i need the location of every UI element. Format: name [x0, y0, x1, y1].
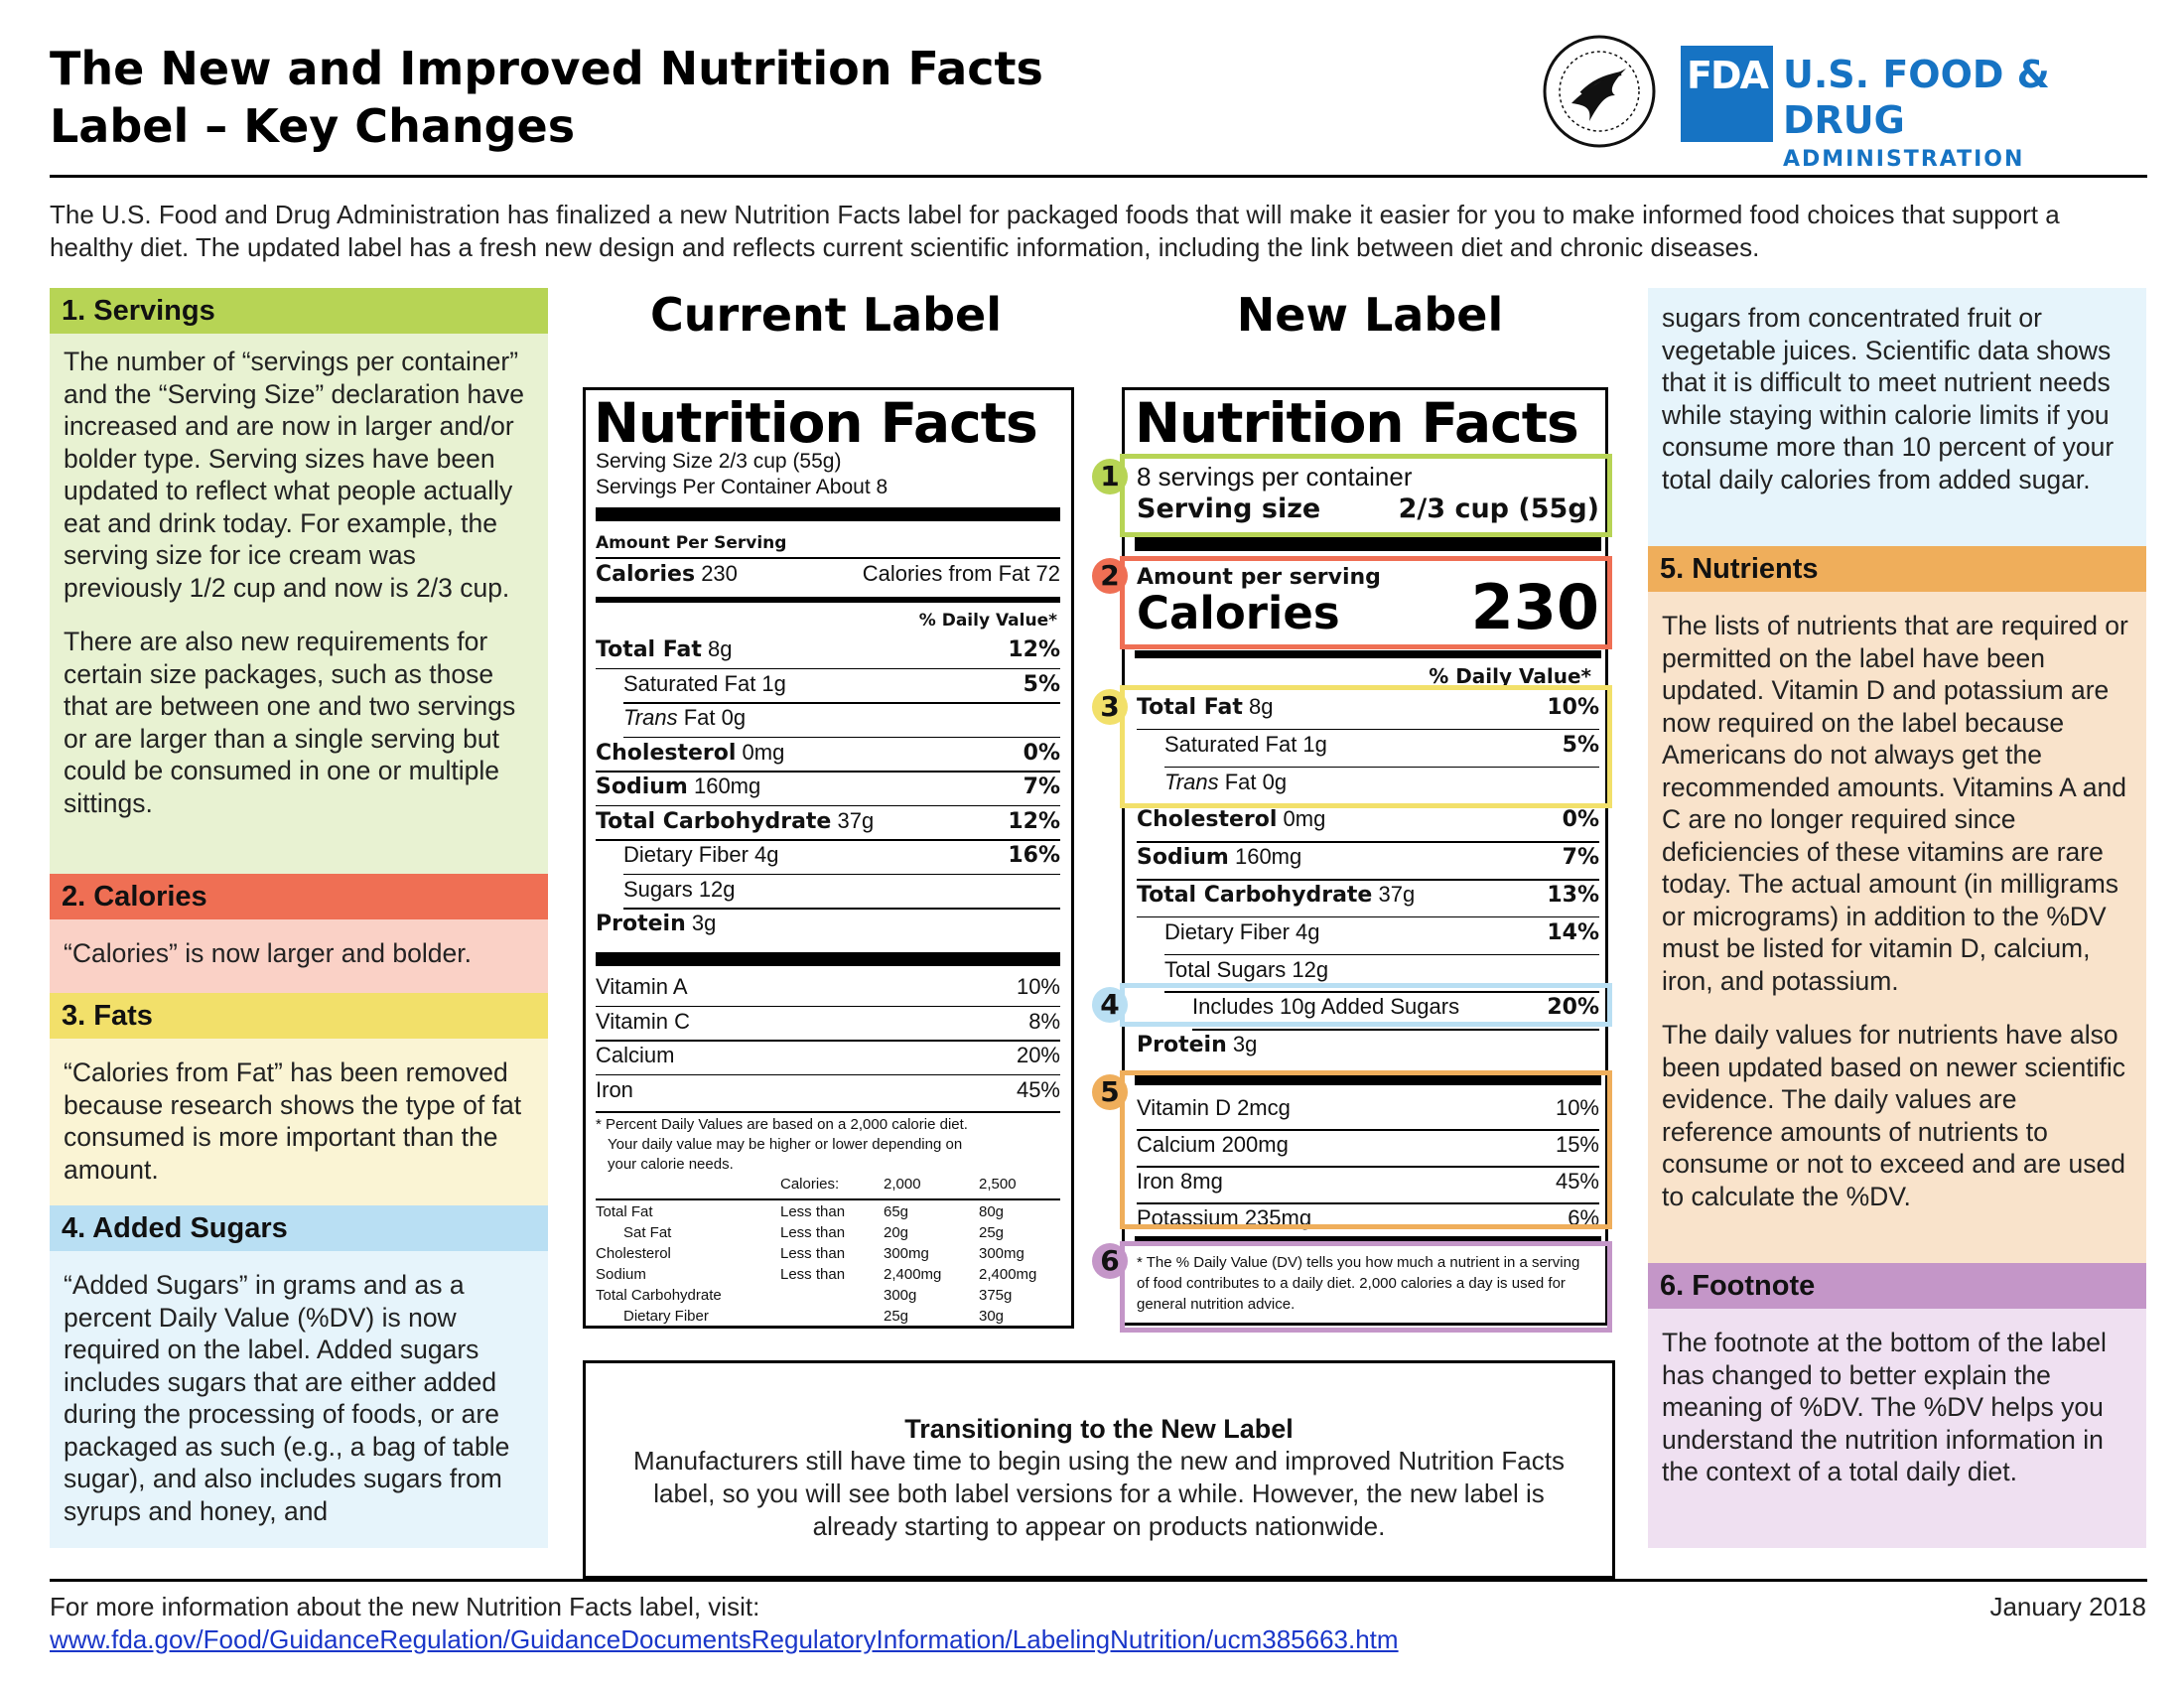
new-nutrient-row: [1137, 882, 1599, 908]
calories-body: [50, 919, 548, 993]
agency-line-1: U.S. FOOD & DRUG: [1783, 53, 2050, 142]
new-footnote: * The % Daily Value (DV) tells you how much a nutrient in a serving of food contributes to a daily diet. 2,000 calories a day is used for general nutrition advice.: [1137, 1254, 1580, 1313]
divider: [1137, 879, 1599, 881]
current-table-cell: Sodium: [596, 1266, 646, 1283]
calories-paragraph: “Calories” is now larger and bolder.: [64, 938, 472, 968]
current-table-cell: 30g: [979, 1308, 1005, 1325]
current-nutrient-row-amount: 3g: [691, 911, 717, 935]
new-nutrient-row-label-text: Total Sugars 12g: [1164, 956, 1329, 982]
new-nutrient-row-label: [1137, 882, 1415, 908]
new-vitamin-row-dv: 15%: [1555, 1132, 1599, 1157]
current-table-cell: 300g: [884, 1287, 917, 1304]
new-serving-size-label: Serving size: [1137, 493, 1321, 524]
current-table-row: [586, 1307, 1062, 1327]
current-footnote: [596, 1115, 1062, 1175]
current-vitamin-row-dv: 45%: [1016, 1076, 1060, 1102]
current-table-header-cell: 2,500: [979, 1176, 1017, 1193]
divider: [596, 771, 1060, 773]
divider-thick: [1135, 535, 1601, 551]
current-nutrient-row-amount: 160mg: [693, 774, 761, 798]
current-footnote-line-3: your calorie needs.: [608, 1156, 734, 1173]
new-calories-value: 230: [1470, 571, 1599, 643]
divider: [623, 737, 1060, 739]
current-table-cell: Less than: [780, 1203, 846, 1220]
current-table-cell: 80g: [979, 1203, 1005, 1220]
current-nutrient-row-label: [596, 705, 746, 731]
current-table-header-cell: 2,000: [884, 1176, 921, 1193]
current-nutrient-row-label-bold: Cholesterol: [596, 740, 737, 766]
current-nutrient-row-dv: 12%: [1008, 637, 1060, 662]
callout-marker-6: 6: [1092, 1243, 1128, 1279]
new-nutrient-row-dv: 20%: [1547, 995, 1599, 1021]
new-nutrient-row: [1137, 957, 1599, 983]
nutrients-body: [1648, 592, 2146, 1263]
divider-thick: [596, 952, 1060, 966]
divider-thick: [596, 507, 1060, 521]
current-nutrient-row: [596, 705, 1060, 731]
current-footnote-line-2: Your daily value may be higher or lower depending on: [608, 1136, 963, 1153]
new-nutrient-row-label-text: Includes 10g Added Sugars: [1192, 994, 1460, 1020]
new-nutrient-row-label: [1137, 844, 1301, 870]
divider: [623, 702, 1060, 704]
current-vitamin-row-dv: 8%: [1028, 1008, 1060, 1034]
highlight-nutrients: [1120, 1070, 1612, 1229]
current-vitamin-row-dv: 10%: [1016, 974, 1060, 999]
new-vitamin-row-label: Calcium 200mg: [1137, 1132, 1289, 1157]
divider: [1137, 841, 1599, 843]
added-sugars-body: [50, 1251, 548, 1548]
current-label: [583, 387, 1074, 1329]
current-nutrient-row-label: [596, 877, 736, 903]
new-nutrient-row-amount: 37g: [1378, 882, 1416, 907]
added-sugars-heading: 4. Added Sugars: [50, 1205, 548, 1251]
current-table-cell: 25g: [884, 1308, 909, 1325]
header-rule: [50, 175, 2147, 178]
intro-text: The U.S. Food and Drug Administration has finalized a new Nutrition Facts label for packaged foods that will make it easier for you to make informed food choices that support a healthy diet. The updated label has a fresh new design and reflects current scientific information, including the link between diet and chronic diseases.: [50, 200, 2060, 262]
servings-body: [50, 334, 548, 874]
current-calories-row: [596, 561, 1060, 587]
current-nutrient-row: [596, 774, 1060, 799]
current-table-cell: 2,400mg: [979, 1266, 1037, 1283]
new-nutrient-row: [1137, 919, 1599, 945]
footnote-body: [1648, 1309, 2146, 1548]
footnote-heading: 6. Footnote: [1648, 1263, 2146, 1309]
current-table-cell: Total Fat: [596, 1203, 653, 1220]
current-nutrient-row: [596, 740, 1060, 766]
transition-box: [583, 1360, 1615, 1579]
new-vitamin-row-dv: 45%: [1555, 1169, 1599, 1194]
new-nutrient-row-label-bold: Cholesterol: [1137, 807, 1278, 833]
current-calories-from-fat: Calories from Fat 72: [862, 561, 1060, 586]
new-label-heading: Nutrition Facts: [1135, 391, 1578, 455]
current-table-header: [586, 1175, 1062, 1195]
transition-body: Manufacturers still have time to begin using the new and improved Nutrition Facts label, so you will see both label versions for a while. However, the new label is already starting to appear on products nationwide.: [633, 1446, 1565, 1541]
current-nutrient-row-dv: 0%: [1023, 740, 1060, 766]
current-nutrient-row: [596, 808, 1060, 834]
added-sugars-paragraph-2: sugars from concentrated fruit or vegetable juices. Scientific data shows that it is difficult to meet nutrient needs while staying within calorie limits if you consume more than 10 percent of your total daily calories from added sugar.: [1662, 303, 2115, 494]
section-calories: [50, 874, 548, 993]
new-nutrient-row-dv: 0%: [1562, 807, 1599, 833]
fats-heading: 3. Fats: [50, 993, 548, 1039]
current-vitamin-row: [596, 1009, 1060, 1035]
current-nutrient-row-label-text: Fat 0g: [683, 705, 747, 730]
new-nutrient-row-amount: 160mg: [1234, 844, 1302, 870]
divider: [623, 874, 1060, 876]
section-servings: [50, 288, 548, 874]
agency-name: [1783, 52, 2150, 177]
current-nutrient-row-label-italic: Trans: [623, 705, 678, 730]
current-table-row: [586, 1244, 1062, 1264]
new-nutrient-row-label: [1137, 919, 1320, 945]
divider: [596, 668, 1060, 670]
divider-medium: [1135, 650, 1601, 658]
current-nutrient-row-label-text: Sugars 12g: [623, 876, 736, 902]
current-nutrient-row-label-text: Saturated Fat 1g: [623, 670, 786, 696]
current-nutrient-row-label-bold: Protein: [596, 912, 686, 936]
new-nutrient-row-label-bold: Protein: [1137, 1033, 1227, 1058]
highlight-fats: [1120, 685, 1612, 808]
current-nutrient-row-label-text: Dietary Fiber 4g: [623, 842, 779, 867]
new-serving-size-value: 2/3 cup (55g): [1398, 493, 1599, 524]
current-servings-per-container: Servings Per Container About 8: [596, 476, 888, 498]
current-table-cell: 2,400mg: [884, 1266, 942, 1283]
current-table-header-cell: Calories:: [780, 1176, 840, 1193]
divider: [596, 839, 1060, 841]
current-table-cell: Cholesterol: [596, 1245, 671, 1262]
current-table-cell: 65g: [884, 1203, 909, 1220]
new-vitamin-row-label: Vitamin D 2mcg: [1137, 1095, 1291, 1120]
nutrients-paragraph-1: The lists of nutrients that are required or permitted on the label have been updated. Vitamin D and potassium are now required on the label because Americans do not always get the recommended amounts. Vitamins A and C are no longer required since deficiencies of these vitamins are rare today. The actual amount (in milligrams or micrograms) in addition to the %DV must be listed for vitamin D, calcium, iron, and potassium.: [1662, 611, 2128, 996]
divider: [596, 1074, 1060, 1076]
current-table-cell: 300mg: [884, 1245, 929, 1262]
new-nutrient-row-label-italic: Trans: [1164, 769, 1219, 794]
current-nutrient-row-dv: 7%: [1023, 774, 1060, 799]
servings-paragraph-1: The number of “servings per container” and the “Serving Size” declaration have increased and are now in larger and/or bolder type. Serving sizes have been updated to reflect what people actually eat and drink today. For example, the serving size for ice cream was previously 1/2 cup and now is 2/3 cup.: [64, 347, 525, 603]
new-nutrient-row-label: [1137, 1032, 1257, 1057]
new-nutrient-row: [1137, 844, 1599, 870]
new-label-title: New Label: [1236, 288, 1504, 342]
current-nutrient-row-label: [596, 808, 874, 834]
current-vitamin-row: [596, 1077, 1060, 1103]
current-nutrient-row-label: [596, 740, 784, 766]
footnote-paragraph: The footnote at the bottom of the label has changed to better explain the meaning of %DV. The %DV helps you understand the nutrition information in the context of a total daily diet.: [1662, 1328, 2107, 1486]
current-label-title: Current Label: [649, 288, 1003, 342]
new-nutrient-row-amount: 3g: [1232, 1032, 1258, 1057]
current-calories-cell: [596, 561, 738, 587]
current-nutrient-row-amount: 8g: [708, 636, 733, 661]
current-table-cell: Less than: [780, 1266, 846, 1283]
nutrients-paragraph-2: The daily values for nutrients have also been updated based on newer scientific evidence. The daily values are reference amounts of nutrients to consume or not to exceed and are used to calculate the %DV.: [1662, 1020, 2126, 1211]
current-vitamin-row-label: Vitamin A: [596, 974, 688, 999]
fats-paragraph: “Calories from Fat” has been removed because research shows the type of fat consumed is more important than the amount.: [64, 1057, 522, 1185]
new-servings-per-container: 8 servings per container: [1137, 462, 1413, 492]
current-nutrient-row-label-bold: Sodium: [596, 774, 688, 799]
new-nutrient-row-label: [1137, 806, 1325, 832]
new-nutrient-row-dv: 5%: [1562, 732, 1599, 758]
current-nutrient-row-amount: 0mg: [742, 739, 785, 765]
section-added-sugars: [50, 1205, 548, 1548]
divider: [596, 805, 1060, 807]
divider: [1192, 1029, 1599, 1031]
current-nutrient-row-label-bold: Total Carbohydrate: [596, 808, 832, 834]
current-vitamin-row-label: Vitamin C: [596, 1008, 690, 1034]
nutrients-heading: 5. Nutrients: [1648, 546, 2146, 592]
current-vitamin-row-label: Iron: [596, 1076, 633, 1102]
new-nutrient-row-dv: 13%: [1547, 883, 1599, 908]
new-nutrient-row-dv: 10%: [1547, 695, 1599, 720]
new-nutrient-row-label-bold: Total Carbohydrate: [1137, 883, 1373, 908]
current-table-cell: Dietary Fiber: [623, 1308, 709, 1325]
divider-medium: [596, 597, 1060, 603]
agency-line-2: ADMINISTRATION: [1783, 147, 2025, 172]
current-calories-value: 230: [701, 561, 738, 586]
callout-marker-3: 3: [1092, 689, 1128, 725]
new-amount-per-serving: Amount per serving: [1137, 565, 1381, 590]
current-nutrient-row: [596, 877, 1060, 903]
new-nutrient-row-label-text: Dietary Fiber 4g: [1164, 918, 1320, 944]
new-nutrient-row: [1137, 1032, 1599, 1057]
section-footnote: [1648, 1263, 2146, 1548]
current-nutrient-row: [596, 636, 1060, 662]
current-table-cell: 375g: [979, 1287, 1013, 1304]
callout-marker-5: 5: [1092, 1074, 1128, 1110]
calories-heading: 2. Calories: [50, 874, 548, 919]
current-vitamin-row: [596, 974, 1060, 1000]
current-table-cell: Sat Fat: [623, 1224, 672, 1241]
current-vitamin-row-dv: 20%: [1016, 1043, 1060, 1067]
new-nutrient-row: [1137, 806, 1599, 832]
footer-more-info: For more information about the new Nutrition Facts label, visit:: [50, 1592, 760, 1621]
divider: [596, 1040, 1060, 1042]
hhs-seal-icon: [1542, 34, 1657, 149]
current-nutrient-row-label: [596, 636, 732, 662]
section-fats: [50, 993, 548, 1205]
current-calories-label: Calories: [596, 562, 696, 587]
divider: [596, 1198, 1060, 1200]
current-serving-size: Serving Size 2/3 cup (55g): [596, 450, 842, 473]
current-table-cell: 20g: [884, 1224, 909, 1241]
servings-paragraph-2: There are also new requirements for certain size packages, such as those that are between one and two servings or are larger than a single serving but could be consumed in one or multiple sittings.: [64, 627, 516, 818]
current-nutrient-row-label-bold: Total Fat: [596, 637, 702, 662]
current-nutrient-row: [596, 842, 1060, 868]
new-nutrient-row-label: [1137, 957, 1328, 983]
current-vitamin-row: [596, 1043, 1060, 1068]
current-nutrient-row-dv: 5%: [1023, 671, 1060, 697]
fats-body: [50, 1039, 548, 1205]
divider: [1137, 916, 1599, 918]
current-nutrient-row: [596, 911, 1060, 936]
new-vitamin-row-label: Iron 8mg: [1137, 1169, 1223, 1194]
current-nutrient-row-amount: 37g: [837, 807, 875, 833]
new-calories-label: Calories: [1137, 587, 1340, 639]
current-nutrient-row-label: [596, 671, 786, 697]
current-dv-header: % Daily Value*: [918, 611, 1057, 631]
current-table-cell: 300mg: [979, 1245, 1024, 1262]
current-table-row: [586, 1223, 1062, 1243]
highlight-footnote: [1120, 1241, 1612, 1333]
highlight-calories: [1120, 556, 1612, 649]
servings-heading: 1. Servings: [50, 288, 548, 334]
footer-link[interactable]: www.fda.gov/Food/GuidanceRegulation/GuidanceDocumentsRegulatoryInformation/LabelingNutrition/ucm385663.htm: [50, 1624, 1399, 1654]
new-nutrient-row-dv: 7%: [1562, 845, 1599, 871]
new-nutrient-row-label-bold: Sodium: [1137, 845, 1229, 871]
new-nutrient-row-dv: 14%: [1547, 919, 1599, 945]
section-nutrients: [1648, 546, 2146, 1263]
current-table-row: [586, 1286, 1062, 1306]
divider: [596, 557, 1060, 559]
fda-badge-text: FDA: [1687, 54, 1767, 97]
fda-badge: [1681, 46, 1773, 142]
page-title: The New and Improved Nutrition Facts Label – Key Changes: [50, 42, 1043, 153]
callout-marker-2: 2: [1092, 558, 1128, 594]
footer-rule: [50, 1579, 2147, 1582]
added-sugars-paragraph-1: “Added Sugars” in grams and as a percent Daily Value (%DV) is now required on the label. Added sugars includes sugars that are either added during the processing of foods, or are packaged as such (e.g., a bag of table sugar), and also includes sugars from syrups and honey, and: [64, 1270, 510, 1526]
new-nutrient-row-label-bold: Total Fat: [1137, 695, 1243, 720]
added-sugars-body-continued: [1648, 288, 2146, 507]
highlight-added-sugars: [1120, 983, 1612, 1027]
current-nutrient-row-label: [596, 842, 779, 868]
current-nutrient-row-dv: 12%: [1008, 808, 1060, 834]
new-dv-header: % Daily Value*: [1429, 664, 1591, 688]
new-nutrient-row-amount: 8g: [1249, 694, 1274, 719]
current-table-cell: Less than: [780, 1224, 846, 1241]
current-table-row: [586, 1265, 1062, 1285]
current-nutrient-row-dv: 16%: [1008, 843, 1060, 868]
current-label-heading: Nutrition Facts: [594, 391, 1037, 455]
current-table-cell: 25g: [979, 1224, 1005, 1241]
new-nutrient-row-label-text: Saturated Fat 1g: [1164, 731, 1327, 757]
callout-marker-1: 1: [1092, 459, 1128, 494]
current-table-cell: Total Carbohydrate: [596, 1287, 722, 1304]
highlight-servings: [1120, 454, 1612, 537]
divider: [1164, 954, 1599, 956]
divider: [623, 908, 1060, 910]
current-vitamin-row-label: Calcium: [596, 1043, 675, 1067]
new-vitamin-row-label: Potassium 235mg: [1137, 1205, 1312, 1230]
current-nutrient-row-label: [596, 774, 760, 799]
divider: [596, 1111, 1060, 1113]
current-nutrient-row-label: [596, 911, 716, 936]
divider: [596, 1006, 1060, 1008]
current-table-cell: Less than: [780, 1245, 846, 1262]
new-nutrient-row-label-text: Fat 0g: [1224, 769, 1288, 794]
callout-marker-4: 4: [1092, 987, 1128, 1023]
new-nutrient-row-amount: 0mg: [1283, 806, 1326, 832]
transition-title: Transitioning to the New Label: [904, 1414, 1294, 1444]
section-added-sugars-continued: [1648, 288, 2146, 546]
new-vitamin-row-dv: 6%: [1568, 1205, 1599, 1230]
current-table-row: [586, 1202, 1062, 1222]
current-amount-per-serving: Amount Per Serving: [596, 533, 787, 553]
footer-date: January 2018: [1989, 1592, 2146, 1621]
new-vitamin-row-dv: 10%: [1555, 1095, 1599, 1120]
current-nutrient-row: [596, 671, 1060, 697]
current-footnote-line-1: * Percent Daily Values are based on a 2,000 calorie diet.: [596, 1116, 968, 1133]
